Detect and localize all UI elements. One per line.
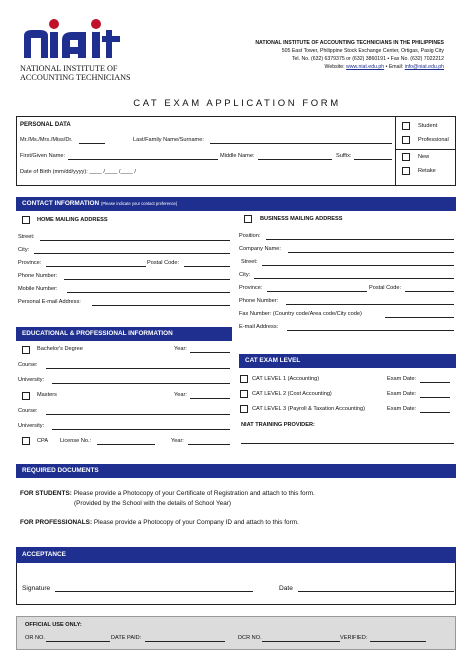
masters-university-field[interactable] (52, 423, 230, 430)
home-postal-field[interactable] (184, 260, 230, 267)
business-phone-field[interactable] (286, 298, 454, 305)
business-postal-field[interactable] (405, 285, 454, 292)
suffix-label: Suffix: (336, 153, 352, 159)
cat-level1-date-label: Exam Date: (387, 376, 417, 382)
cat-level3-date-field[interactable] (420, 406, 450, 413)
business-fax-field[interactable] (385, 311, 454, 318)
date-paid-field[interactable] (145, 635, 225, 642)
niat-logo-mark (20, 14, 130, 60)
cat-level-heading-bar (239, 354, 456, 368)
date-field[interactable] (298, 585, 454, 592)
masters-label: Masters (37, 392, 57, 398)
business-street-label: Street: (241, 259, 258, 265)
masters-year-field[interactable] (190, 392, 230, 399)
cat-level3-checkbox[interactable] (240, 405, 248, 413)
home-address-checkbox[interactable] (22, 216, 30, 224)
education-heading: EDUCATIONAL & PROFESSIONAL INFORMATION (22, 330, 173, 337)
bachelor-university-field[interactable] (52, 377, 230, 384)
salutation-label: Mr./Ms./Mrs./Miss/Dr. (20, 137, 73, 143)
bachelor-checkbox[interactable] (22, 346, 30, 354)
student-label: Student (418, 123, 438, 129)
home-postal-label: Postal Code: (147, 260, 180, 266)
acceptance-heading: ACCEPTANCE (22, 551, 66, 558)
business-province-label: Province: (239, 285, 263, 291)
cpa-year-field[interactable] (188, 438, 230, 445)
professional-label: Professional (418, 137, 449, 143)
home-phone-label: Phone Number: (18, 273, 58, 279)
bachelor-university-label: University: (18, 377, 45, 383)
date-paid-label: DATE PAID: (111, 635, 142, 641)
business-email-field[interactable] (287, 324, 454, 331)
dcr-no-field[interactable] (262, 635, 340, 642)
cat-level1-checkbox[interactable] (240, 375, 248, 383)
masters-course-field[interactable] (46, 408, 230, 415)
form-title: CAT EXAM APPLICATION FORM (133, 98, 341, 109)
personal-data-heading: PERSONAL DATA (20, 122, 71, 128)
business-street-field[interactable] (262, 259, 454, 266)
home-city-field[interactable] (34, 247, 230, 254)
cat-level2-label: CAT LEVEL 2 (Cost Accounting) (252, 391, 332, 397)
students-requirement (20, 490, 315, 497)
contact-heading-bar (16, 197, 456, 211)
suffix-field[interactable] (354, 153, 392, 160)
bachelor-course-label: Course: (18, 362, 38, 368)
new-checkbox[interactable] (402, 153, 410, 161)
or-no-field[interactable] (46, 635, 110, 642)
logo-line2: ACCOUNTING TECHNICIANS (20, 73, 131, 82)
home-street-field[interactable] (40, 234, 230, 241)
masters-course-label: Course: (18, 408, 38, 414)
date-label: Date (279, 585, 293, 592)
logo-line1: NATIONAL INSTITUTE OF (20, 64, 118, 73)
official-use-heading: OFFICIAL USE ONLY: (25, 622, 82, 628)
org-tel: Tel. No. (632) 6379375 or (632) 3860191 • Fax No. (632) 7022212 (291, 56, 444, 62)
business-company-field[interactable] (288, 246, 454, 253)
business-position-field[interactable] (266, 233, 454, 240)
retake-label: Retake (418, 168, 436, 174)
retake-checkbox[interactable] (402, 167, 410, 175)
business-fax-label: Fax Number: (Country code/Area code/City code) (239, 311, 362, 317)
business-phone-label: Phone Number: (239, 298, 279, 304)
last-name-field[interactable] (210, 137, 392, 144)
home-mobile-label: Mobile Number: (18, 286, 58, 292)
professionals-requirement (20, 519, 299, 526)
business-company-label: Company Name: (239, 246, 281, 252)
signature-field[interactable] (55, 585, 253, 592)
students-label: FOR STUDENTS: (20, 490, 72, 497)
status-separator (395, 149, 456, 150)
logo (20, 14, 130, 88)
email-link[interactable]: info@niat.edu.ph (404, 64, 444, 70)
training-provider-label: NIAT TRAINING PROVIDER: (241, 422, 315, 428)
business-email-label: E-mail Address: (239, 324, 279, 330)
masters-checkbox[interactable] (22, 392, 30, 400)
website-label: Website: (324, 64, 347, 70)
first-name-field[interactable] (68, 153, 218, 160)
cpa-checkbox[interactable] (22, 437, 30, 445)
contact-heading: CONTACT INFORMATION (22, 200, 100, 207)
email-label: • Email: (384, 64, 405, 70)
bachelor-course-field[interactable] (46, 362, 230, 369)
middle-name-field[interactable] (258, 153, 332, 160)
or-no-label: OR NO. (25, 635, 45, 641)
status-divider (395, 116, 396, 186)
home-mobile-field[interactable] (67, 286, 230, 293)
student-checkbox[interactable] (402, 122, 410, 130)
last-name-label: Last/Family Name/Surname: (133, 137, 204, 143)
official-use-box (16, 616, 456, 650)
dcr-no-label: DCR NO. (238, 635, 262, 641)
bachelor-label: Bachelor's Degree (37, 346, 83, 352)
verified-field[interactable] (370, 635, 426, 642)
cat-level1-date-field[interactable] (420, 376, 450, 383)
cat-level3-date-label: Exam Date: (387, 406, 417, 412)
home-phone-field[interactable] (64, 273, 230, 280)
signature-label: Signature (22, 585, 51, 592)
cat-level-heading: CAT EXAM LEVEL (245, 357, 301, 364)
masters-university-label: University: (18, 423, 45, 429)
cat-level2-date-label: Exam Date: (387, 391, 417, 397)
license-field[interactable] (97, 438, 155, 445)
professional-checkbox[interactable] (402, 136, 410, 144)
cat-level3-label: CAT LEVEL 3 (Payroll & Taxation Accounting) (252, 406, 365, 412)
education-heading-bar (16, 327, 232, 341)
professionals-text: Please provide a Photocopy of your Company ID and attach to this form. (92, 519, 299, 526)
home-address-title: HOME MAILING ADDRESS (37, 217, 108, 223)
cpa-year-label: Year: (171, 438, 184, 444)
website-link[interactable]: www.niat.edu.ph (346, 64, 385, 70)
bachelor-year-field[interactable] (190, 346, 230, 353)
license-label: License No.: (60, 438, 92, 444)
cat-level1-label: CAT LEVEL 1 (Accounting) (252, 376, 320, 382)
business-province-field[interactable] (267, 285, 367, 292)
org-name: NATIONAL INSTITUTE OF ACCOUNTING TECHNICIANS IN THE PHILIPPINES (255, 40, 444, 46)
home-province-field[interactable] (46, 260, 146, 267)
business-postal-label: Postal Code: (369, 285, 402, 291)
business-address-checkbox[interactable] (244, 215, 252, 223)
required-docs-heading: REQUIRED DOCUMENTS (22, 467, 99, 474)
org-web (325, 64, 444, 71)
first-name-label: First/Given Name: (20, 153, 66, 159)
new-label: New (418, 154, 430, 160)
business-address-title: BUSINESS MAILING ADDRESS (260, 216, 343, 222)
required-docs-heading-bar (16, 464, 456, 478)
students-text: Please provide a Photocopy of your Certificate of Registration and attach to this form. (71, 490, 315, 497)
bachelor-year-label: Year: (174, 346, 187, 352)
home-street-label: Street: (18, 234, 35, 240)
students-text2: (Provided by the School with the details of School Year) (74, 500, 232, 507)
acceptance-heading-bar (16, 547, 456, 563)
training-provider-field[interactable] (241, 437, 454, 444)
verified-label: VERIFIED: (340, 635, 368, 641)
salutation-field[interactable] (79, 137, 105, 144)
cat-level2-checkbox[interactable] (240, 390, 248, 398)
acceptance-box (16, 563, 456, 605)
business-position-label: Position: (239, 233, 261, 239)
dob-field[interactable]: Date of Birth (mm/dd/yyyy): ____ /____ /____ / (20, 169, 136, 175)
business-city-label: City: (239, 272, 251, 278)
org-address: 505 East Tower, Philippine Stock Exchange Center, Ortigas, Pasig City (281, 48, 444, 54)
middle-name-label: Middle Name: (220, 153, 255, 159)
masters-year-label: Year: (174, 392, 187, 398)
home-city-label: City: (18, 247, 30, 253)
cpa-label: CPA (37, 438, 49, 444)
home-email-field[interactable] (92, 299, 230, 306)
business-city-field[interactable] (254, 272, 454, 279)
home-email-label: Personal E-mail Address: (18, 299, 81, 305)
professionals-label: FOR PROFESSIONALS: (20, 519, 93, 526)
contact-heading-note: (Please indicate your contact preference) (100, 201, 178, 206)
cat-level2-date-field[interactable] (420, 391, 450, 398)
home-province-label: Province: (18, 260, 42, 266)
